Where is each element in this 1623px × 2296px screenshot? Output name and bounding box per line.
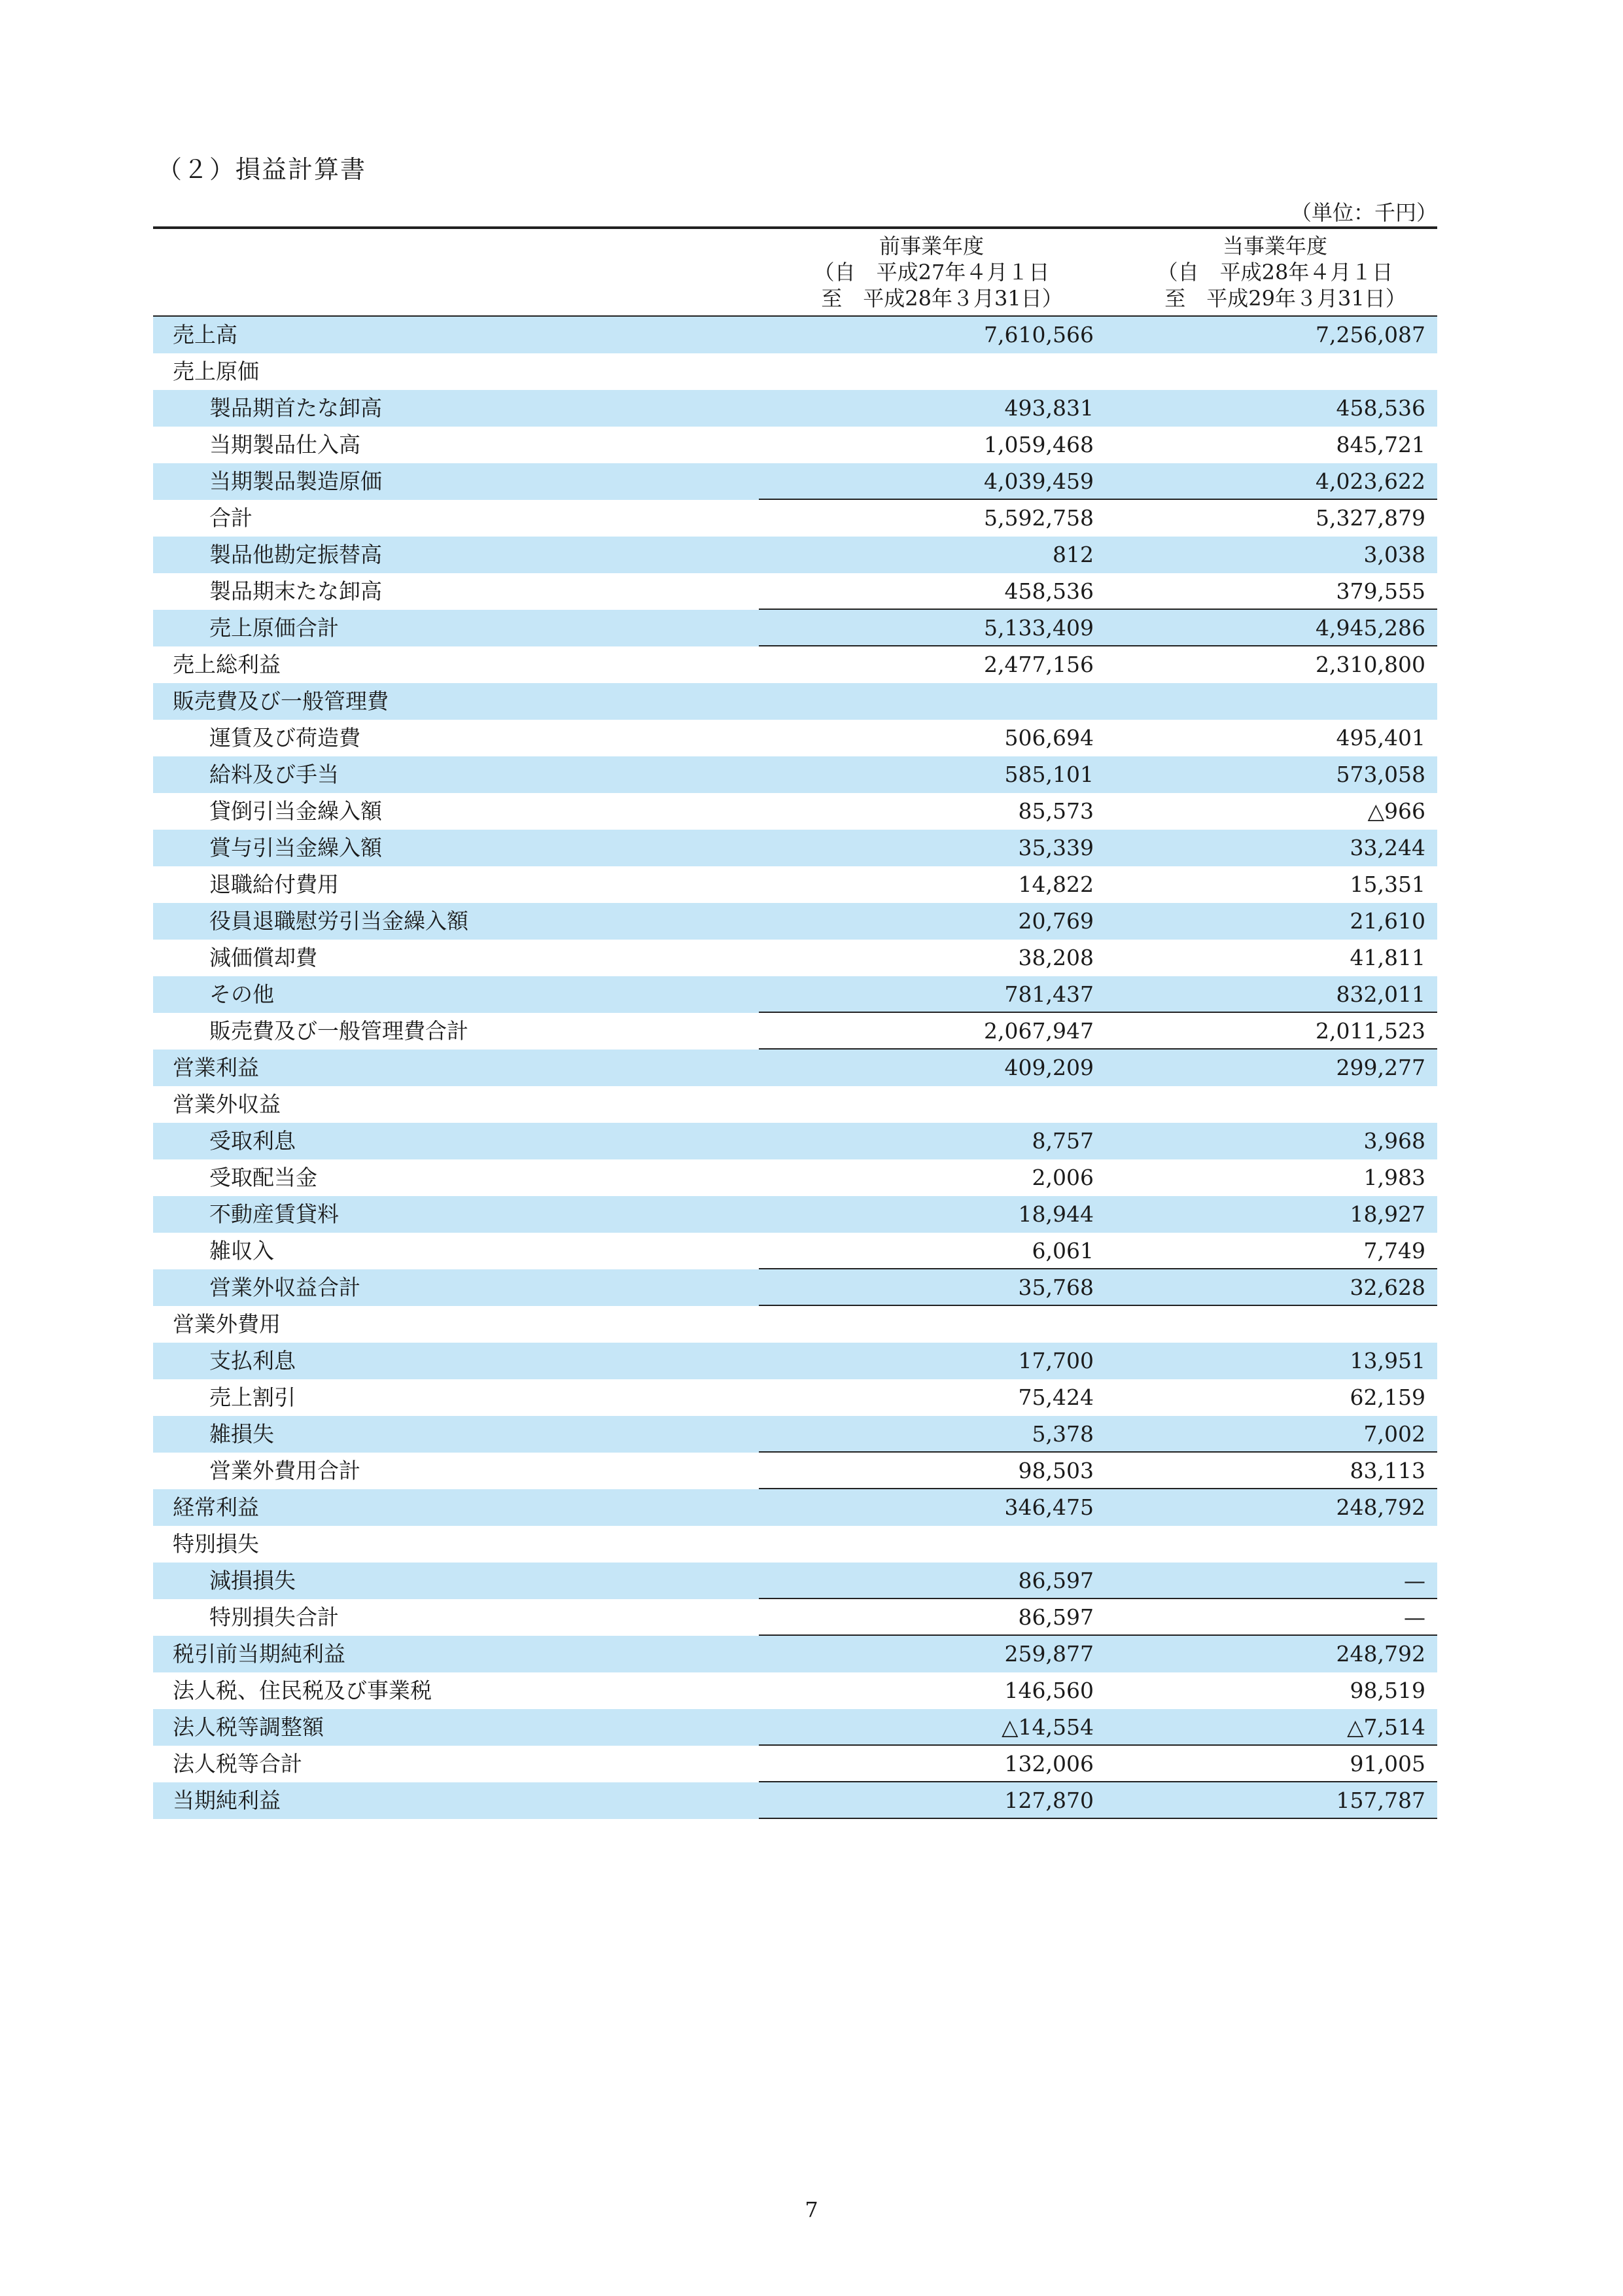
curr-value: 33,244 [1350,835,1425,860]
table-row [153,573,1437,610]
prev-value: 409,209 [1004,1055,1094,1080]
table-row [153,463,1437,500]
section-title: （２）損益計算書 [157,155,367,184]
table-row [153,756,1437,793]
row-label: 販売費及び一般管理費合計 [209,1018,468,1044]
table-row [153,1379,1437,1416]
row-label: 給料及び手当 [209,762,339,787]
curr-value: 379,555 [1336,578,1425,604]
prev-value: 17,700 [1018,1348,1094,1373]
curr-value: 7,749 [1363,1238,1425,1263]
table-row [153,683,1437,720]
row-label: 営業利益 [173,1055,259,1080]
header-current-year [1105,233,1445,311]
prev-value: 5,592,758 [984,505,1094,531]
curr-value: 157,787 [1336,1788,1425,1813]
prev-value: 2,477,156 [984,652,1094,677]
curr-value: 832,011 [1336,981,1425,1007]
row-label: 営業外費用 [173,1311,281,1337]
curr-value: 21,610 [1350,908,1425,934]
prev-value: 18,944 [1018,1201,1094,1227]
row-label: 製品期末たな卸高 [209,578,382,604]
curr-value: 1,983 [1363,1165,1425,1190]
curr-value: 98,519 [1350,1678,1425,1703]
curr-value: 41,811 [1350,945,1425,970]
row-label: 営業外収益 [173,1091,281,1117]
table-row [153,1709,1437,1746]
prev-value: 781,437 [1004,981,1094,1007]
curr-value: 18,927 [1350,1201,1425,1227]
prev-value: 493,831 [1004,395,1094,421]
row-label: 不動産賃貸料 [209,1201,339,1227]
row-label: 製品期首たな卸高 [209,395,382,421]
curr-value: 4,023,622 [1316,468,1425,494]
prev-value: 132,006 [1004,1751,1094,1776]
curr-value: 4,945,286 [1316,615,1425,641]
prev-value: 259,877 [1004,1641,1094,1667]
row-label: 製品他勘定振替高 [209,542,382,567]
row-label: 売上原価合計 [209,615,339,641]
table-header [153,226,1437,317]
prev-value: 8,757 [1032,1128,1094,1154]
prev-value: 14,822 [1018,872,1094,897]
table-row [153,1123,1437,1159]
table-row [153,1453,1437,1489]
row-label: 減価償却費 [209,945,317,970]
table-row [153,1416,1437,1453]
row-label: 貸倒引当金繰入額 [209,798,382,824]
row-label: 営業外費用合計 [209,1458,360,1483]
table-row [153,646,1437,683]
row-label: 減損損失 [209,1568,296,1593]
prev-value: 35,768 [1018,1275,1094,1300]
header-curr-line: 至 平成29年３月31日） [1143,286,1406,311]
row-label: 雑収入 [209,1238,274,1263]
header-curr-line: （自 平成28年４月１日 [1157,260,1393,285]
curr-value: 62,159 [1350,1385,1425,1410]
row-label: 当期製品仕入高 [209,432,360,457]
prev-value: 98,503 [1018,1458,1094,1483]
table-row [153,976,1437,1013]
row-label: 運賃及び荷造費 [209,725,360,751]
table-row [153,866,1437,903]
curr-value: 15,351 [1350,872,1425,897]
row-label: その他 [209,981,274,1007]
row-label: 受取配当金 [209,1165,317,1190]
prev-value: 346,475 [1004,1494,1094,1520]
curr-value: 7,256,087 [1316,322,1425,347]
table-row [153,1086,1437,1123]
prev-value: 146,560 [1004,1678,1094,1703]
income-statement-table [153,226,1437,1819]
table-row [153,1050,1437,1086]
curr-value: 299,277 [1336,1055,1425,1080]
row-label: 支払利息 [209,1348,296,1373]
curr-value: △966 [1367,798,1425,824]
row-label: 当期製品製造原価 [209,468,382,494]
curr-value: 3,038 [1363,542,1425,567]
table-row [153,1343,1437,1379]
curr-value: 83,113 [1350,1458,1425,1483]
curr-value: 32,628 [1350,1275,1425,1300]
table-row [153,1233,1437,1269]
curr-value: 248,792 [1336,1494,1425,1520]
row-label: 経常利益 [173,1494,259,1520]
curr-value: 573,058 [1336,762,1425,787]
row-label: 役員退職慰労引当金繰入額 [209,908,468,934]
prev-value: 86,597 [1018,1604,1094,1630]
header-prev-line: （自 平成27年４月１日 [813,260,1050,285]
prev-value: 585,101 [1004,762,1094,787]
header-curr-line: 当事業年度 [1222,234,1327,258]
row-label: 売上高 [173,322,237,347]
table-row [153,830,1437,866]
prev-value: 7,610,566 [984,322,1094,347]
prev-value: 5,133,409 [984,615,1094,641]
curr-value: 91,005 [1350,1751,1425,1776]
curr-value: 2,310,800 [1316,652,1425,677]
row-label: 営業外収益合計 [209,1275,360,1300]
row-label: 法人税等合計 [173,1751,302,1776]
prev-value: 5,378 [1032,1421,1094,1447]
row-label: 売上原価 [173,359,259,384]
row-label: 売上割引 [209,1385,296,1410]
row-label: 退職給付費用 [209,872,339,897]
row-label: 賞与引当金繰入額 [209,835,382,860]
curr-value: — [1404,1604,1425,1630]
row-label: 税引前当期純利益 [173,1641,345,1667]
unit-label: （単位：千円） [1290,200,1437,225]
header-prev-line: 前事業年度 [879,234,984,258]
table-row [153,1636,1437,1672]
row-label: 特別損失 [173,1531,259,1557]
table-row [153,793,1437,830]
curr-value: — [1404,1568,1425,1593]
row-label: 法人税等調整額 [173,1714,324,1740]
prev-value: 86,597 [1018,1568,1094,1593]
prev-value: 458,536 [1004,578,1094,604]
curr-value: 845,721 [1336,432,1425,457]
prev-value: 2,067,947 [984,1018,1094,1044]
row-label: 売上総利益 [173,652,281,677]
prev-value: 812 [1053,542,1094,567]
prev-value: △14,554 [1002,1714,1094,1740]
table-row [153,1563,1437,1599]
table-row [153,940,1437,976]
table-row [153,903,1437,940]
row-label: 販売費及び一般管理費 [173,688,389,714]
row-label: 受取利息 [209,1128,296,1154]
row-label: 雑損失 [209,1421,274,1447]
prev-value: 127,870 [1004,1788,1094,1813]
curr-value: 13,951 [1350,1348,1425,1373]
page-number: 7 [805,2197,818,2222]
table-row [153,390,1437,427]
prev-value: 85,573 [1018,798,1094,824]
curr-value: 7,002 [1363,1421,1425,1447]
prev-value: 35,339 [1018,835,1094,860]
prev-value: 75,424 [1018,1385,1094,1410]
curr-value: 5,327,879 [1316,505,1425,531]
prev-value: 20,769 [1018,908,1094,934]
row-label: 当期純利益 [173,1788,281,1813]
row-label: 特別損失合計 [209,1604,339,1630]
table-row [153,500,1437,537]
curr-value: 2,011,523 [1316,1018,1425,1044]
row-label: 合計 [209,505,253,531]
curr-value: 248,792 [1336,1641,1425,1667]
table-row [153,353,1437,390]
table-row [153,427,1437,463]
header-previous-year [761,233,1102,311]
prev-value: 1,059,468 [984,432,1094,457]
table-row [153,1746,1437,1782]
table-row [153,1526,1437,1563]
table-row [153,1306,1437,1343]
table-row [153,1782,1437,1819]
header-prev-line: 至 平成28年３月31日） [800,286,1063,311]
curr-value: 3,968 [1363,1128,1425,1154]
table-row [153,610,1437,646]
row-label: 法人税、住民税及び事業税 [173,1678,432,1703]
table-row [153,1599,1437,1636]
curr-value: 458,536 [1336,395,1425,421]
table-row [153,537,1437,573]
prev-value: 4,039,459 [984,468,1094,494]
table-row [153,1672,1437,1709]
table-row [153,317,1437,353]
prev-value: 506,694 [1004,725,1094,751]
table-row [153,1489,1437,1526]
curr-value: 495,401 [1336,725,1425,751]
prev-value: 2,006 [1032,1165,1094,1190]
table-row [153,1269,1437,1306]
prev-value: 38,208 [1018,945,1094,970]
prev-value: 6,061 [1032,1238,1094,1263]
table-row [153,1159,1437,1196]
table-row [153,1196,1437,1233]
table-row [153,1013,1437,1050]
table-row [153,720,1437,756]
curr-value: △7,514 [1347,1714,1425,1740]
